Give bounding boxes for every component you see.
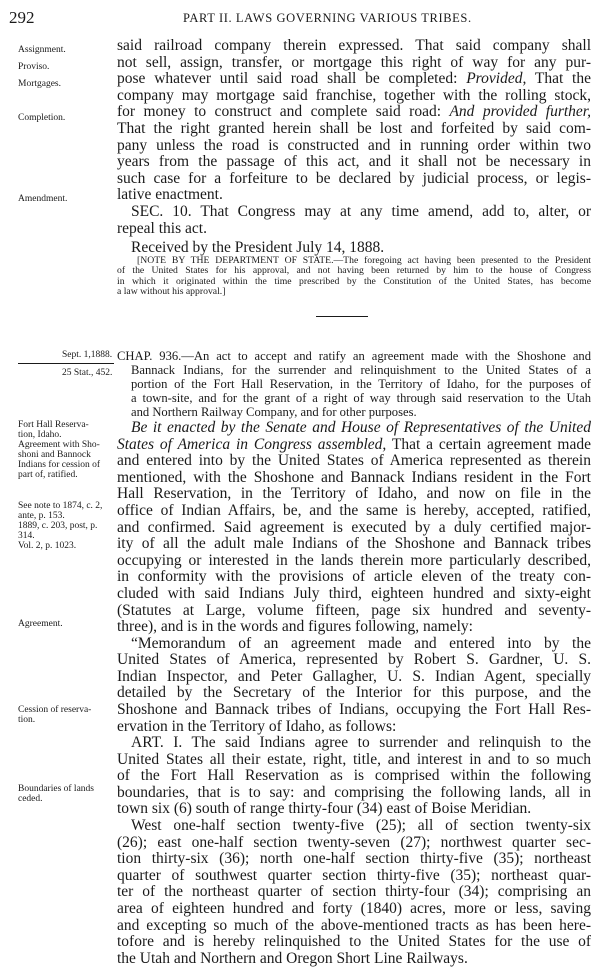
text-line: (Statutes at Large, volume fifteen, page six hundred and seventy- — [117, 602, 591, 619]
text-line: mentioned, with the Shoshone and Bannack Indians resident in the Fort — [117, 469, 591, 486]
enacting-clause: Be it enacted by the Senate and House of Representatives of the United — [131, 420, 591, 436]
memorandum-line: United States of America, represented by Robert S. Gardner, U. S. — [117, 652, 591, 669]
heading-line: CHAP. 936.—An act to accept and ratify an agreement made with the Shoshone and — [117, 349, 591, 363]
note-line: of the United States for his approval, and not having been returned by him to the house of Congress — [117, 266, 591, 277]
text-line: occupying or interested in the lands therein more particularly described, — [117, 552, 591, 569]
note-line: in which it originated within the time prescribed by the Constitution of the United States, has become — [117, 276, 591, 287]
italic-proviso: And provided further, — [449, 104, 591, 121]
heading-line: Bannack Indians, for the surrender and relinquishment to the United States of a — [131, 363, 591, 377]
text-line: Hall Reservation, in the Territory of Idaho, and now on file in the — [117, 486, 591, 503]
article-line: town six (6) south of range thirty-four (34) east of Boise Meridian. — [117, 801, 532, 818]
text-line: office of Indian Affairs, be, and the same is hereby, accepted, ratified, — [117, 502, 591, 519]
text-line: not sell, assign, transfer, or mortgage this right of way for any pur- — [117, 54, 591, 71]
running-title: PART II. LAWS GOVERNING VARIOUS TRIBES. — [183, 11, 472, 25]
section-divider — [316, 316, 368, 317]
section-10-line: repeal this act. — [117, 220, 207, 237]
text-line: for money to construct and complete said road: And provided further, — [117, 104, 591, 121]
text-line: company may mortgage said franchise, together with the rolling stock, — [117, 87, 591, 104]
margin-note-agreement: Agreement. — [18, 619, 63, 629]
article-line: boundaries, that is to say: and comprising the following lands, all in — [117, 784, 591, 801]
text-line: States of America in Congress assembled, That a certain agreement made — [117, 436, 591, 453]
boundary-line: the Utah and Northern and Oregon Short Line Railways. — [117, 950, 468, 967]
page-number: 292 — [9, 8, 35, 27]
note-line: a law without his approval.] — [117, 287, 226, 298]
memorandum-line: ervation in the Territory of Idaho, as follows: — [117, 718, 397, 735]
memorandum-line: detailed by the Secretary of the Interior for this purpose, and the — [117, 685, 591, 702]
section-9-text — [117, 38, 591, 257]
italic-proviso: Provided, — [466, 71, 527, 88]
text-line: and confirmed. Said agreement is executed by a duly certified major- — [117, 519, 591, 536]
margin-note-proviso: Proviso. — [18, 62, 50, 72]
note-line: [NOTE BY THE DEPARTMENT OF STATE.—The foregoing act having been presented to the President — [137, 256, 591, 266]
memorandum-line: Indian Inspector, and Peter Gallagher, U. S. Indian Agent, specially — [117, 668, 591, 685]
margin-note-see-note: See note to 1874, c. 2, ante, p. 153. 1889, c. 203, post, p. 314. Vol. 2, p. 1023. — [18, 501, 103, 551]
text-line: such case for a forfeiture to be declared by judicial process, or legis- — [117, 170, 591, 187]
article-line: of the Fort Hall Reservation as is comprised within the following — [117, 768, 591, 785]
margin-note-cession: Cession of reserva- tion. — [18, 705, 92, 725]
article-line: ART. I. The said Indians agree to surrender and relinquish to the — [131, 735, 591, 752]
margin-rule — [18, 363, 114, 364]
memorandum-line: “Memorandum of an agreement made and entered into by the — [131, 635, 591, 652]
boundary-line: (26); east one-half section twenty-seven (27); northwest quarter sec- — [117, 834, 591, 851]
margin-note-amendment: Amendment. — [18, 194, 68, 204]
state-department-note — [117, 256, 591, 298]
act-body — [117, 420, 591, 967]
boundary-line: tion thirty-six (36); north one-half section thirty-five (35); northeast — [117, 851, 591, 868]
text-line — [117, 420, 591, 437]
margin-note-agreement-with: Agreement with Sho- shoni and Bannock Indians for cession of part of, ratified. — [18, 440, 101, 480]
margin-note-mortgages: Mortgages. — [18, 79, 62, 89]
boundary-line: area of eighteen hundred and forty (1840) acres, more or less, saving — [117, 900, 591, 917]
heading-line: portion of the Fort Hall Reservation, in the Territory of Idaho, for the purposes of — [131, 377, 591, 391]
text-line: cluded with said Indians July third, eighteen hundred and sixty-eight — [117, 585, 591, 602]
text-line: and entered into by the United States of America represented as therein — [117, 453, 591, 470]
text-line: said railroad company therein expressed. That said company shall — [117, 38, 591, 54]
text-line: lative enactment. — [117, 187, 223, 204]
received-line: Received by the President July 14, 1888. — [131, 240, 385, 257]
text-line: in conformity with the provisions of article eleven of the treaty con- — [117, 569, 591, 586]
boundary-line: ter of the northeast quarter of section thirty-four (34); comprising an — [117, 884, 591, 901]
margin-note-completion: Completion. — [18, 113, 66, 123]
margin-note-boundaries: Boundaries of lands ceded. — [18, 784, 94, 804]
text-line: years from the passage of this act, and it shall not be necessary in — [117, 154, 591, 171]
text-line: three), and is in the words and figures following, namely: — [117, 619, 473, 636]
text-line: pany unless the road is constructed and in running order within two — [117, 137, 591, 154]
heading-line: and Northern Railway Company, and for other purposes. — [131, 405, 417, 419]
text-line: pose whatever until said road shall be completed: Provided, That the — [117, 71, 591, 88]
margin-statute: 25 Stat., 452. — [62, 368, 113, 378]
margin-note-fort-hall: Fort Hall Reserva- tion, Idaho. — [18, 420, 89, 440]
text-line: ity of all the adult male Indians of the Shoshone and Bannack tribes — [117, 536, 591, 553]
page-header — [0, 0, 600, 34]
section-10-line: SEC. 10. That Congress may at any time amend, add to, alter, or — [131, 203, 591, 220]
boundary-line: West one-half section twenty-five (25); all of section twenty-six — [131, 817, 591, 834]
memorandum-line: Shoshone and Bannack tribes of Indians, occupying the Fort Hall Res- — [117, 702, 591, 718]
text-line: That the right granted herein shall be lost and forfeited by said com- — [117, 120, 591, 137]
chapter-heading — [117, 349, 591, 419]
heading-line: a town-site, and for the grant of a right of way through said reservation to the Utah — [131, 391, 591, 405]
boundary-line: quarter of southwest quarter section thirty-five (35); northeast quar- — [117, 867, 591, 884]
boundary-line: and excepting so much of the above-mentioned tracts as has been here- — [117, 917, 591, 934]
boundary-line: tofore and is hereby relinquished to the United States for the use of — [117, 934, 591, 951]
enacting-clause: States of America in Congress assembled, — [117, 436, 387, 453]
article-line: United States all their estate, right, title, and interest in and to so much — [117, 751, 591, 768]
margin-note-assignment: Assignment. — [18, 45, 66, 55]
margin-date: Sept. 1,1888. — [62, 350, 113, 360]
